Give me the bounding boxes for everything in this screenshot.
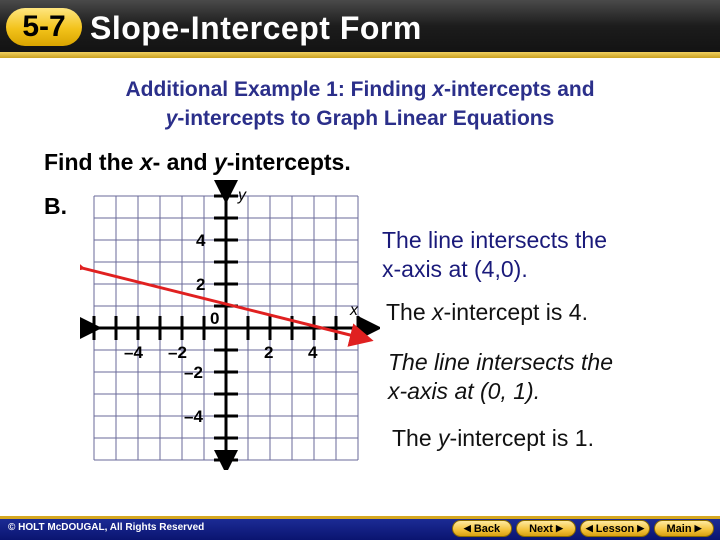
- x-axis-label: x: [350, 302, 358, 319]
- back-label: Back: [473, 522, 501, 535]
- footer-bar: [0, 516, 720, 540]
- next-label: Next: [529, 522, 553, 535]
- graph-svg: [80, 180, 380, 470]
- prompt-text: -intercepts.: [226, 149, 351, 175]
- origin-label: 0: [210, 309, 220, 328]
- note-text: -intercept is 4.: [443, 299, 588, 325]
- x-tick-label: 4: [308, 343, 318, 362]
- footer-stripe: [0, 516, 720, 519]
- prompt-text: Find the: [44, 149, 140, 175]
- coordinate-graph: [80, 180, 380, 470]
- chevron-right-icon: ▶: [694, 523, 702, 533]
- note-line: The line intersects the: [388, 349, 614, 375]
- note-x-intersection: [382, 226, 607, 284]
- prompt-text: - and: [152, 149, 214, 175]
- note-var-y: y: [438, 425, 450, 451]
- note-y-intersection: [388, 348, 613, 406]
- lesson-number-badge: 5-7: [6, 8, 82, 46]
- heading-text: -intercepts to Graph Linear Equations: [177, 107, 555, 130]
- heading-text: -intercepts and: [444, 78, 595, 101]
- header-stripe: [0, 52, 720, 58]
- chevron-left-icon: ◀: [585, 523, 593, 533]
- chevron-left-icon: ◀: [463, 523, 471, 533]
- problem-prompt: [44, 149, 351, 176]
- main-button[interactable]: [654, 520, 714, 537]
- note-line: x-axis at (4,0).: [382, 256, 528, 282]
- note-text: The: [392, 425, 439, 451]
- y-tick-label: 4: [196, 231, 206, 250]
- lesson-title: Slope-Intercept Form: [90, 10, 422, 46]
- chevron-right-icon: ▶: [555, 523, 563, 533]
- example-heading-line-2: [20, 104, 700, 133]
- note-text: -intercept is 1.: [449, 425, 594, 451]
- heading-var-x: x: [432, 78, 444, 101]
- x-tick-label: –4: [124, 343, 143, 362]
- lesson-label: Lesson: [595, 522, 635, 535]
- x-tick-label: 2: [264, 343, 274, 362]
- note-var-x: x: [432, 299, 444, 325]
- chevron-right-icon: ▶: [637, 523, 645, 533]
- next-button[interactable]: [516, 520, 576, 537]
- note-line: x-axis at (0, 1).: [388, 378, 541, 404]
- prompt-var-y: y: [213, 149, 227, 175]
- heading-var-y: y: [165, 107, 178, 130]
- example-heading-line-1: [20, 75, 700, 104]
- y-tick-label: –2: [184, 363, 203, 382]
- example-heading: [20, 75, 700, 133]
- note-line: The line intersects the: [382, 227, 608, 253]
- x-tick-label: –2: [168, 343, 187, 362]
- copyright-text: © HOLT McDOUGAL, All Rights Reserved: [8, 522, 205, 533]
- y-axis-label: y: [238, 187, 246, 204]
- heading-text: Additional Example 1: Finding: [125, 78, 433, 101]
- header-bar: [0, 0, 720, 58]
- back-button[interactable]: [452, 520, 512, 537]
- main-label: Main: [666, 522, 692, 535]
- note-text: The: [386, 299, 433, 325]
- part-label: B.: [44, 193, 67, 219]
- note-y-intercept: [392, 424, 594, 453]
- lesson-button[interactable]: [580, 520, 650, 537]
- y-tick-label: –4: [184, 407, 203, 426]
- note-x-intercept: [386, 298, 588, 327]
- prompt-var-x: x: [139, 149, 153, 175]
- y-tick-label: 2: [196, 275, 206, 294]
